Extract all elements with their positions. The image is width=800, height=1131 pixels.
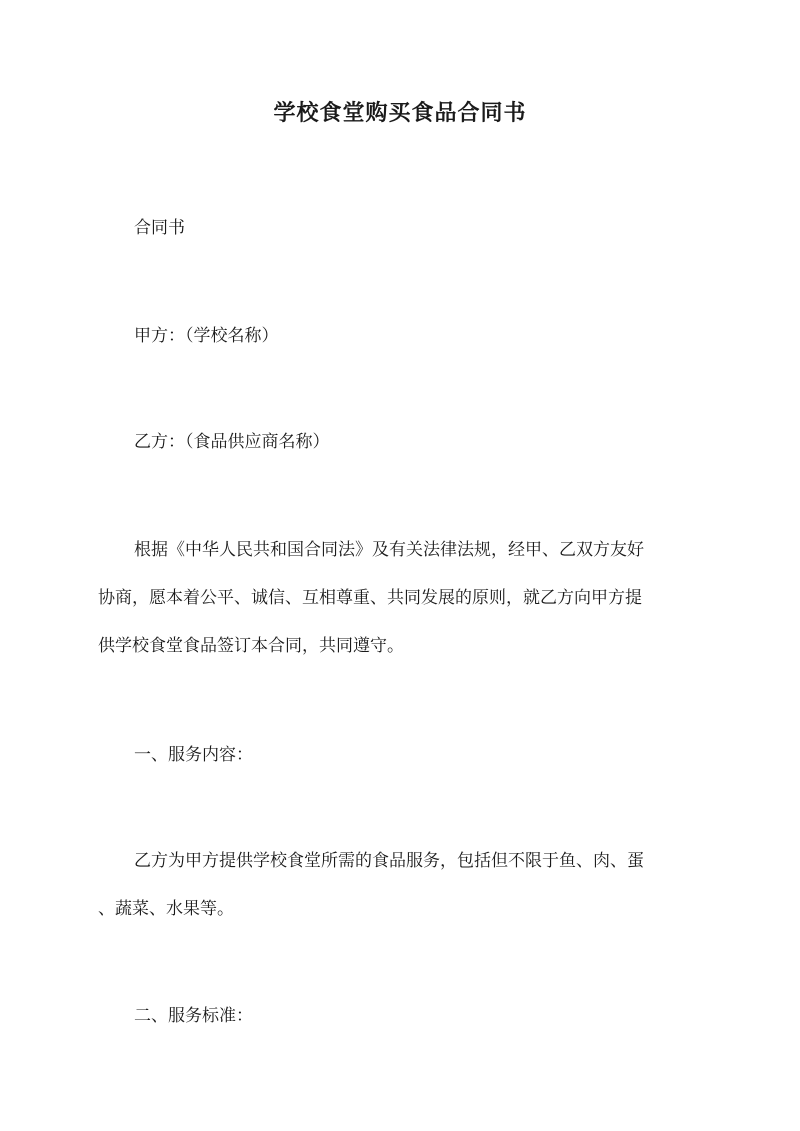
party-a-line: 甲方：（学校名称） <box>134 326 279 346</box>
section-1-line: 、蔬菜、水果等。 <box>98 899 234 919</box>
preamble-paragraph <box>98 537 708 681</box>
section-1-paragraph <box>98 848 708 944</box>
section-1-line: 乙方为甲方提供学校食堂所需的食品服务，包括但不限于鱼、肉、蛋 <box>134 851 644 871</box>
preamble-line: 协商，愿本着公平、诚信、互相尊重、共同发展的原则，就乙方向甲方提 <box>98 588 642 608</box>
document-title: 学校食堂购买食品合同书 <box>273 100 527 126</box>
section-1-heading: 一、服务内容： <box>134 745 253 765</box>
section-2-heading: 二、服务标准： <box>134 1006 253 1026</box>
contract-heading: 合同书 <box>134 218 185 238</box>
preamble-line: 根据《中华人民共和国合同法》及有关法律法规，经甲、乙双方友好 <box>134 540 644 560</box>
preamble-line: 供学校食堂食品签订本合同，共同遵守。 <box>98 636 404 656</box>
party-b-line: 乙方：（食品供应商名称） <box>134 432 330 452</box>
